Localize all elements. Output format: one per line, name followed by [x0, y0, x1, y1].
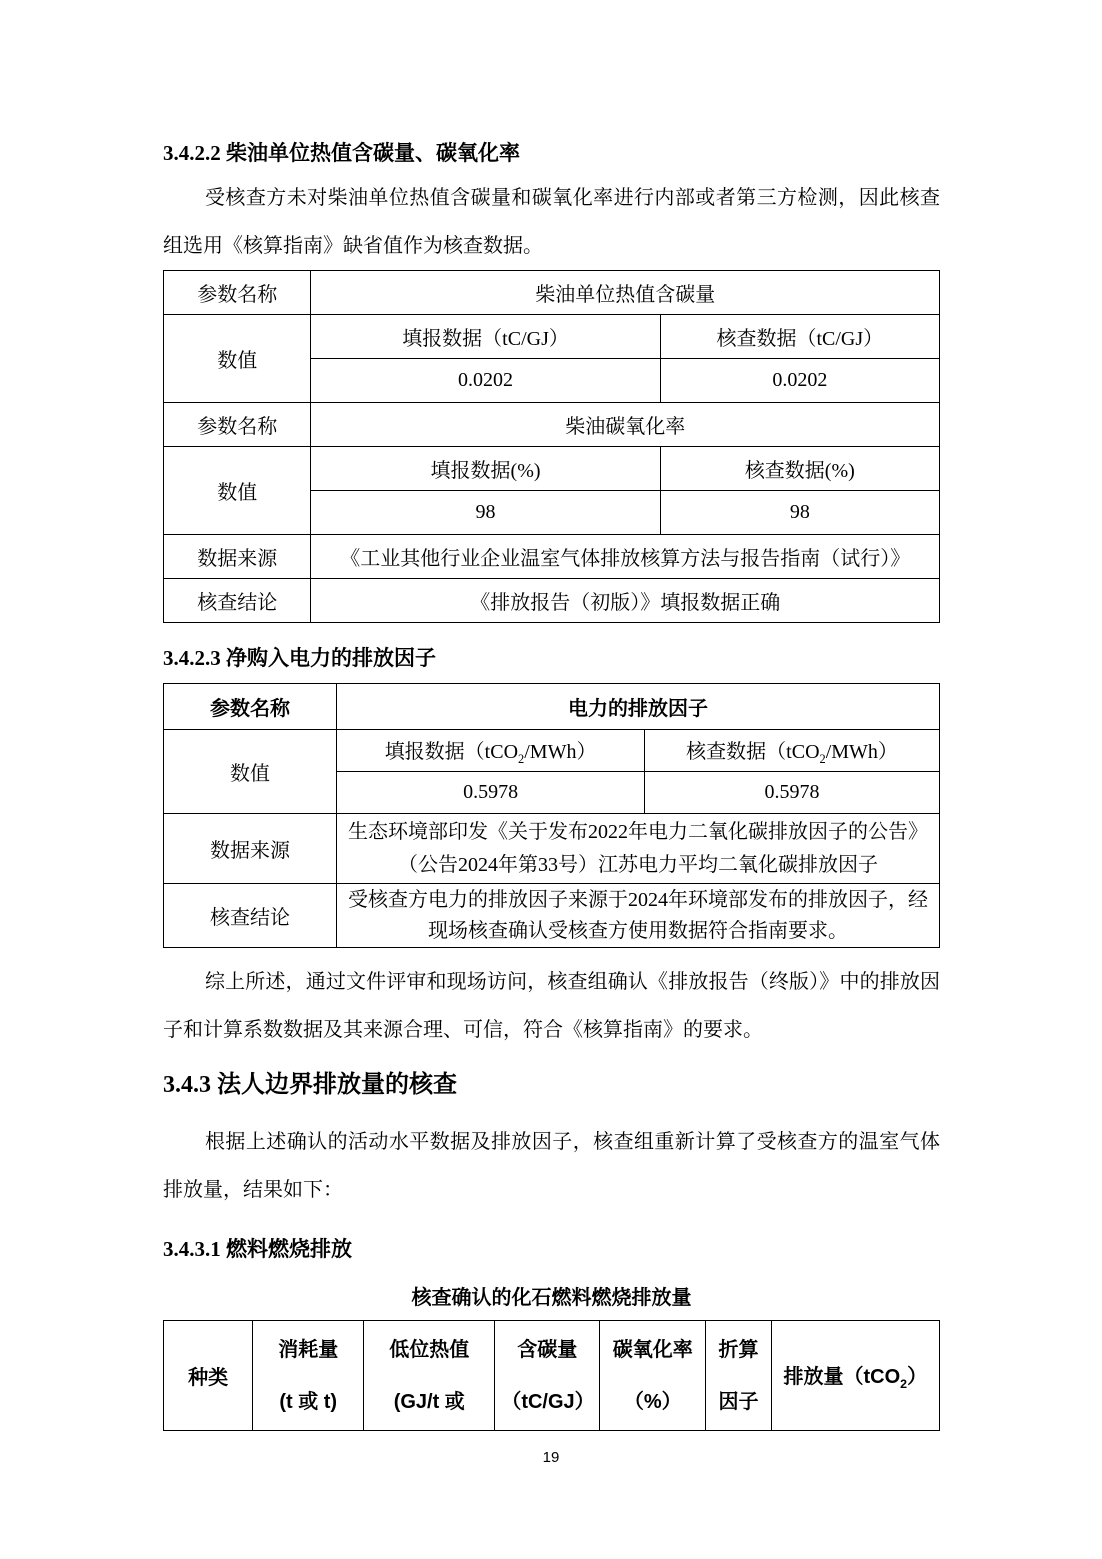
table-row — [164, 403, 940, 447]
data-source-line: （公告2024年第33号）江苏电力平均二氧化碳排放因子 — [398, 853, 879, 876]
header-text: ） — [907, 1366, 928, 1388]
reported-data-header — [337, 730, 645, 772]
header-text: 核查数据（tCO — [686, 740, 820, 763]
electricity-factor-table — [163, 683, 940, 948]
header-line: （%） — [623, 1390, 682, 1413]
co2-subscript: 2 — [518, 751, 525, 766]
col-header-carbon-content — [495, 1321, 600, 1431]
data-source-label: 数据来源 — [164, 535, 311, 579]
header-text: /MWh） — [825, 740, 898, 763]
table-row — [164, 447, 940, 491]
header-text: /MWh） — [524, 740, 597, 763]
table-row — [164, 535, 940, 579]
heading-3-4-2-2: 3.4.2.2 柴油单位热值含碳量、碳氧化率 — [163, 141, 520, 165]
verified-data-value: 0.5978 — [645, 772, 940, 814]
col-header-oxidation-rate — [600, 1321, 706, 1431]
reported-data-header: 填报数据(%) — [311, 447, 660, 491]
table-row — [164, 684, 940, 730]
header-line: 碳氧化率 — [612, 1338, 693, 1361]
param-name-value: 电力的排放因子 — [337, 684, 940, 730]
header-line: 含碳量 — [517, 1338, 578, 1361]
paragraph-diesel-intro: 受核查方未对柴油单位热值含碳量和碳氧化率进行内部或者第三方检测，因此核查组选用《核算指南》缺省值作为核查数据。 — [163, 187, 940, 257]
verified-data-header: 核查数据(%) — [660, 447, 939, 491]
value-label: 数值 — [164, 315, 311, 403]
heading-3-4-2-3: 3.4.2.3 净购入电力的排放因子 — [163, 646, 436, 670]
header-line: (GJ/t 或 — [393, 1390, 465, 1413]
paragraph-recalculation: 根据上述确认的活动水平数据及排放因子，核查组重新计算了受核查方的温室气体排放量，结果如下： — [163, 1131, 940, 1201]
param-name-value: 柴油单位热值含碳量 — [311, 271, 940, 315]
reported-data-header: 填报数据（tC/GJ） — [311, 315, 660, 359]
conclusion-value: 《排放报告（初版）》填报数据正确 — [311, 579, 940, 623]
conclusion-value: 受核查方电力的排放因子来源于2024年环境部发布的排放因子，经现场核查确认受核查方使用数据符合指南要求。 — [337, 884, 940, 948]
table-row — [164, 884, 940, 948]
co2-subscript: 2 — [900, 1377, 908, 1391]
conclusion-label: 核查结论 — [164, 884, 337, 948]
col-header-consumption — [253, 1321, 364, 1431]
data-source-value: 《工业其他行业企业温室气体排放核算方法与报告指南（试行）》 — [311, 535, 940, 579]
header-line: 消耗量 — [278, 1338, 339, 1361]
data-source-value — [337, 814, 940, 884]
fuel-table-caption: 核查确认的化石燃料燃烧排放量 — [411, 1287, 692, 1309]
table-row — [164, 271, 940, 315]
data-source-label: 数据来源 — [164, 814, 337, 884]
col-header-heating-value — [364, 1321, 495, 1431]
table-row — [164, 730, 940, 772]
header-line: 因子 — [718, 1390, 759, 1413]
co2-subscript: 2 — [819, 751, 826, 766]
col-header-emission — [771, 1321, 939, 1431]
header-line: 低位热值 — [389, 1338, 470, 1361]
diesel-parameters-table — [163, 270, 940, 623]
verified-data-header — [645, 730, 940, 772]
verified-data-header: 核查数据（tC/GJ） — [660, 315, 939, 359]
verified-data-value: 0.0202 — [660, 359, 939, 403]
reported-data-value: 0.5978 — [337, 772, 645, 814]
header-line: （tC/GJ） — [501, 1390, 595, 1413]
param-name-label: 参数名称 — [164, 403, 311, 447]
header-line: (t 或 t) — [279, 1390, 338, 1413]
heading-3-4-3-1: 3.4.3.1 燃料燃烧排放 — [163, 1237, 352, 1261]
header-line: 折算 — [718, 1338, 759, 1361]
value-label: 数值 — [164, 447, 311, 535]
param-name-label: 参数名称 — [164, 271, 311, 315]
paragraph-summary: 综上所述，通过文件评审和现场访问，核查组确认《排放报告（终版）》中的排放因子和计算系数数据及其来源合理、可信，符合《核算指南》的要求。 — [163, 971, 940, 1041]
value-label: 数值 — [164, 730, 337, 814]
param-name-value: 柴油碳氧化率 — [311, 403, 940, 447]
col-header-fuel-type: 种类 — [164, 1321, 253, 1431]
col-header-conversion-factor — [706, 1321, 771, 1431]
reported-data-value: 98 — [311, 491, 660, 535]
page-number: 19 — [542, 1449, 560, 1466]
fuel-combustion-table — [163, 1320, 940, 1431]
heading-3-4-3: 3.4.3 法人边界排放量的核查 — [163, 1072, 457, 1098]
table-row — [164, 315, 940, 359]
data-source-line: 生态环境部印发《关于发布2022年电力二氧化碳排放因子的公告》 — [348, 820, 929, 843]
param-name-label: 参数名称 — [164, 684, 337, 730]
reported-data-value: 0.0202 — [311, 359, 660, 403]
table-row — [164, 814, 940, 884]
table-header-row — [164, 1321, 940, 1431]
header-text: 填报数据（tCO — [384, 740, 519, 763]
header-text: 排放量（tCO — [783, 1366, 901, 1388]
verified-data-value: 98 — [660, 491, 939, 535]
table-row — [164, 579, 940, 623]
conclusion-label: 核查结论 — [164, 579, 311, 623]
